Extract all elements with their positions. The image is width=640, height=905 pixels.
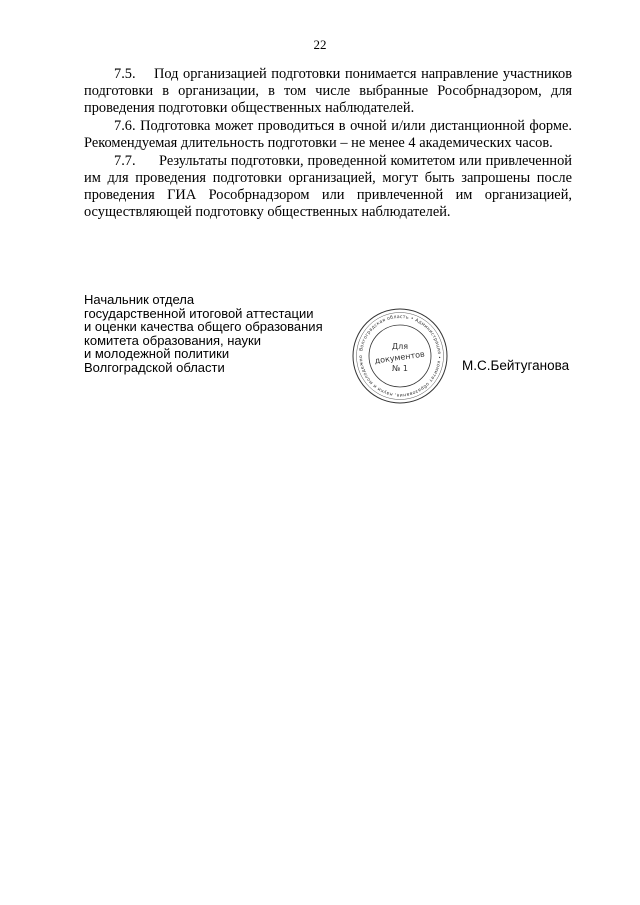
paragraph-7-6 [84, 118, 572, 152]
position-line: Волгоградской области [84, 359, 225, 375]
position-line: государственной итоговой аттестации [84, 305, 314, 321]
position-line: Начальник отдела [84, 292, 195, 307]
paragraph-text: Подготовка может проводиться в очной и/или дистанционной форме. Рекомендуемая длительность подготовки – не менее 4 академических часов. [84, 118, 572, 151]
paragraph-7-5 [84, 66, 572, 117]
paragraph-text: Под организацией подготовки понимается направление участников подготовки в организации, в том числе выбранные Рособрнадзором, для проведения подготовки общественных наблюдателей. [84, 66, 572, 116]
official-stamp [350, 306, 450, 406]
paragraph-text: Результаты подготовки, проведенной комитетом или привлеченной им для проведения подготовки организацией, могут быть запрошены после проведения ГИА Рособрнадзором или привлеченной им организацией, осуществляющей подготовку общественных наблюдателей. [84, 153, 572, 220]
position-line: комитета образования, науки [84, 332, 261, 348]
page-number: 22 [313, 37, 327, 52]
stamp-center-line-1: Для [391, 342, 409, 351]
stamp-center-line-3: № 1 [392, 364, 408, 373]
stamp-ring-text: Волгоградская область • Администрация • комитет образования, науки и молодежно [358, 314, 442, 398]
position-line: и оценки качества общего образования [84, 319, 323, 335]
paragraph-label: 7.6. [114, 118, 136, 134]
paragraph-7-7 [84, 153, 572, 221]
paragraph-label: 7.7. [114, 153, 136, 169]
document-body [84, 66, 572, 222]
stamp-center-line-2: документов [374, 349, 426, 366]
signer-name: М.С.Бейтуганова [462, 358, 570, 373]
signature-position [84, 293, 323, 375]
position-line: и молодежной политики [84, 346, 230, 362]
paragraph-label: 7.5. [114, 66, 136, 82]
